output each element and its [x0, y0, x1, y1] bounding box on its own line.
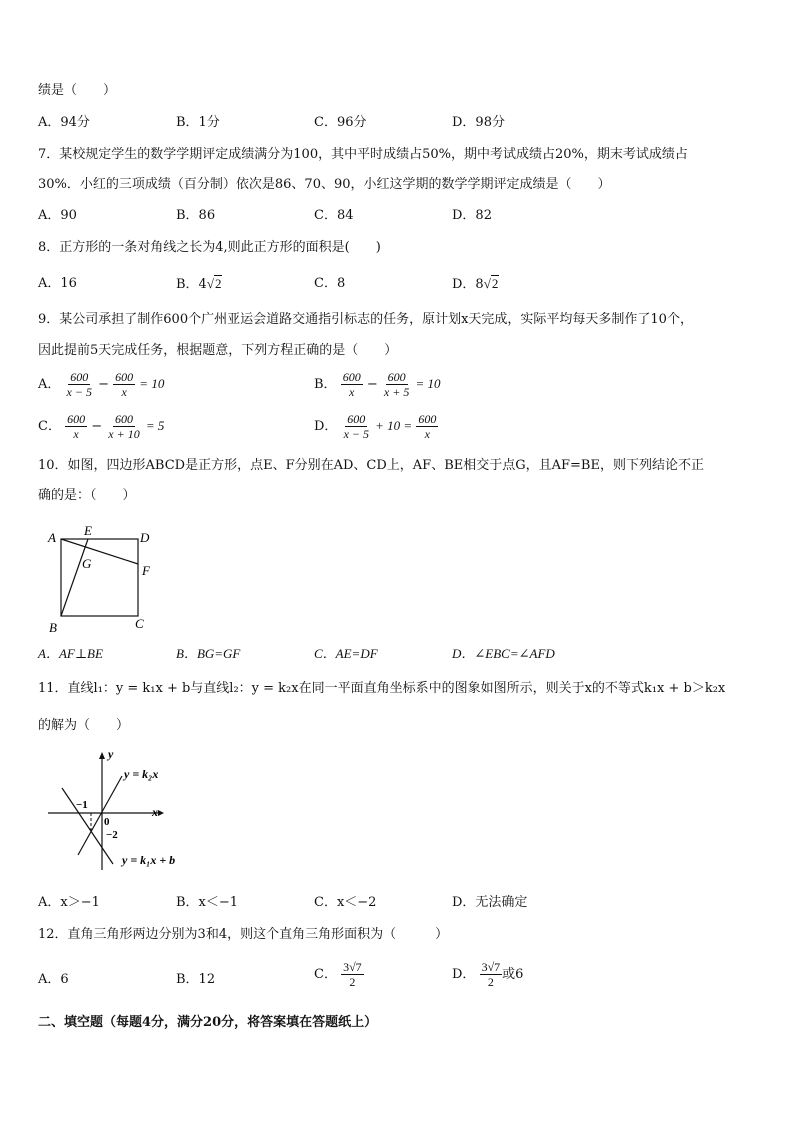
fraction	[342, 412, 371, 441]
origin-label: 0	[104, 816, 110, 828]
q8-option-b[interactable]	[176, 275, 222, 294]
line-graph	[40, 748, 200, 878]
q12-option-d[interactable]	[452, 960, 523, 989]
numerator: 600	[115, 370, 134, 384]
denominator: 2	[349, 975, 356, 989]
q7-option-a[interactable]: A．90	[38, 208, 77, 223]
x-tick-label: −1	[76, 799, 88, 811]
q9-option-d[interactable]	[314, 412, 438, 441]
radicand: 2	[491, 276, 499, 291]
fraction	[65, 370, 94, 399]
fraction	[341, 960, 364, 989]
q8-option-d[interactable]	[452, 275, 499, 294]
numerator: 600	[342, 370, 361, 384]
label-g: G	[82, 556, 92, 571]
q6-option-d[interactable]: D．98分	[452, 115, 505, 130]
label-a: A	[48, 530, 56, 545]
option-tail: 或6	[502, 967, 524, 982]
numerator: 3√7	[481, 960, 501, 974]
operator: −	[98, 377, 110, 392]
radicand: 2	[214, 276, 222, 291]
operator: + 10 =	[375, 418, 413, 433]
option-label: C．	[314, 967, 337, 982]
q10-stem-line1: 10．如图，四边形ABCD是正方形，点E、F分别在AD、CD上，AF、BE相交于点G，且AF=BE，则下列结论不正	[38, 458, 704, 473]
segment-be	[61, 539, 88, 616]
q11-option-d[interactable]: D．无法确定	[452, 895, 528, 910]
l2-label: y = k₂x	[124, 767, 159, 781]
fraction	[480, 960, 503, 989]
option-label: C．	[38, 419, 61, 434]
q10-option-d[interactable]: D．∠EBC=∠AFD	[452, 646, 555, 661]
operator: −	[366, 377, 378, 392]
q9-option-b[interactable]	[314, 370, 441, 399]
y-axis-label: y	[108, 748, 114, 761]
denominator: x − 5	[343, 427, 370, 441]
q7-stem-line1: 7．某校规定学生的数学学期评定成绩满分为100，其中平时成绩占50%，期中考试成绩占20%，期末考试成绩占	[38, 147, 688, 162]
numerator: 600	[67, 412, 86, 426]
q7-option-c[interactable]: C．84	[314, 208, 354, 223]
q6-option-c[interactable]: C．96分	[314, 115, 367, 130]
rhs: = 10	[139, 376, 165, 391]
q8-option-b-label: B．4	[176, 277, 207, 292]
label-e: E	[84, 523, 92, 538]
square-abcd	[61, 539, 138, 616]
option-label: A．	[38, 377, 61, 392]
q11-stem-line1: 11．直线l₁：y = k₁x + b与直线l₂：y = k₂x在同一平面直角坐标系中的图象如图所示，则关于x的不等式k₁x + b＞k₂x	[38, 681, 726, 696]
y-axis-arrow	[99, 752, 105, 759]
label-c: C	[135, 616, 144, 631]
q7-stem-line2: 30%．小红的三项成绩（百分制）依次是86、70、90，小红这学期的数学学期评定成绩是（ ）	[38, 177, 611, 192]
q8-option-a[interactable]: A．16	[38, 276, 77, 291]
numerator: 600	[115, 412, 133, 426]
fraction	[382, 370, 411, 399]
sqrt-symbol: √2	[483, 276, 499, 291]
fraction	[416, 412, 438, 441]
denominator: x	[349, 385, 355, 399]
q10-option-b[interactable]: B．BG=GF	[176, 646, 241, 661]
q12-option-b[interactable]: B．12	[176, 972, 216, 987]
denominator: x − 5	[66, 385, 92, 399]
option-label: B．	[314, 377, 337, 392]
q12-stem: 12．直角三角形两边分别为3和4，则这个直角三角形面积为（ ）	[38, 927, 449, 942]
option-label: D．	[452, 967, 476, 982]
numerator: 600	[387, 370, 406, 384]
q11-stem-line2: 的解为（ ）	[38, 718, 130, 733]
x-axis-label: x	[152, 805, 158, 819]
q9-option-a[interactable]	[38, 370, 164, 399]
q11-option-c[interactable]: C．x＜−2	[314, 895, 377, 910]
numerator: 600	[418, 412, 437, 426]
rhs: = 10	[415, 376, 441, 391]
numerator: 600	[70, 370, 89, 384]
square-figure	[40, 520, 170, 638]
q12-option-a[interactable]: A．6	[38, 972, 69, 987]
y-tick-label: −2	[106, 829, 118, 841]
q12-option-c[interactable]	[314, 960, 364, 989]
q6-option-b[interactable]: B．1分	[176, 115, 220, 130]
option-label: D．	[314, 419, 338, 434]
q7-option-d[interactable]: D．82	[452, 208, 492, 223]
section-heading: 二、填空题（每题4分，满分20分，将答案填在答题纸上）	[38, 1015, 378, 1030]
denominator: x + 5	[383, 385, 410, 399]
q8-option-d-label: D．8	[452, 277, 484, 292]
q6-option-a[interactable]: A．94分	[38, 115, 90, 130]
label-d: D	[140, 530, 150, 545]
fraction	[106, 412, 141, 441]
line-l2	[78, 776, 122, 855]
x-axis-arrow	[158, 810, 164, 816]
q9-option-c[interactable]	[38, 412, 164, 441]
q8-option-c[interactable]: C．8	[314, 276, 346, 291]
q10-option-c[interactable]: C．AE=DF	[314, 646, 378, 661]
q9-stem-line2: 因此提前5天完成任务，根据题意，下列方程正确的是（ ）	[38, 343, 398, 358]
fraction	[113, 370, 135, 399]
numerator: 3√7	[343, 960, 362, 974]
sqrt-symbol: √2	[206, 276, 222, 291]
q8-stem: 8．正方形的一条对角线之长为4,则此正方形的面积是( )	[38, 240, 381, 255]
operator: −	[91, 419, 103, 434]
q11-option-a[interactable]: A．x＞−1	[38, 895, 100, 910]
denominator: 2	[487, 975, 494, 989]
q10-option-a[interactable]: A．AF⊥BE	[38, 646, 103, 661]
denominator: x	[424, 427, 430, 441]
q6-stem-tail: 绩是（ ）	[38, 83, 117, 98]
fraction	[65, 412, 87, 441]
q9-stem-line1: 9．某公司承担了制作600个广州亚运会道路交通指引标志的任务，原计划x天完成，实际平均每天多制作了10个，	[38, 312, 693, 327]
q11-option-b[interactable]: B．x＜−1	[176, 895, 239, 910]
rhs: = 5	[145, 418, 165, 433]
numerator: 600	[347, 412, 366, 426]
label-f: F	[142, 563, 150, 578]
denominator: x	[121, 385, 127, 399]
label-b: B	[49, 620, 57, 635]
q10-stem-line2: 确的是：（ ）	[38, 488, 136, 503]
fraction	[341, 370, 363, 399]
denominator: x	[73, 427, 79, 441]
q7-option-b[interactable]: B．86	[176, 208, 216, 223]
segment-af	[61, 539, 138, 564]
denominator: x + 10	[108, 427, 140, 441]
l1-label: y = k₁x + b	[122, 853, 176, 867]
